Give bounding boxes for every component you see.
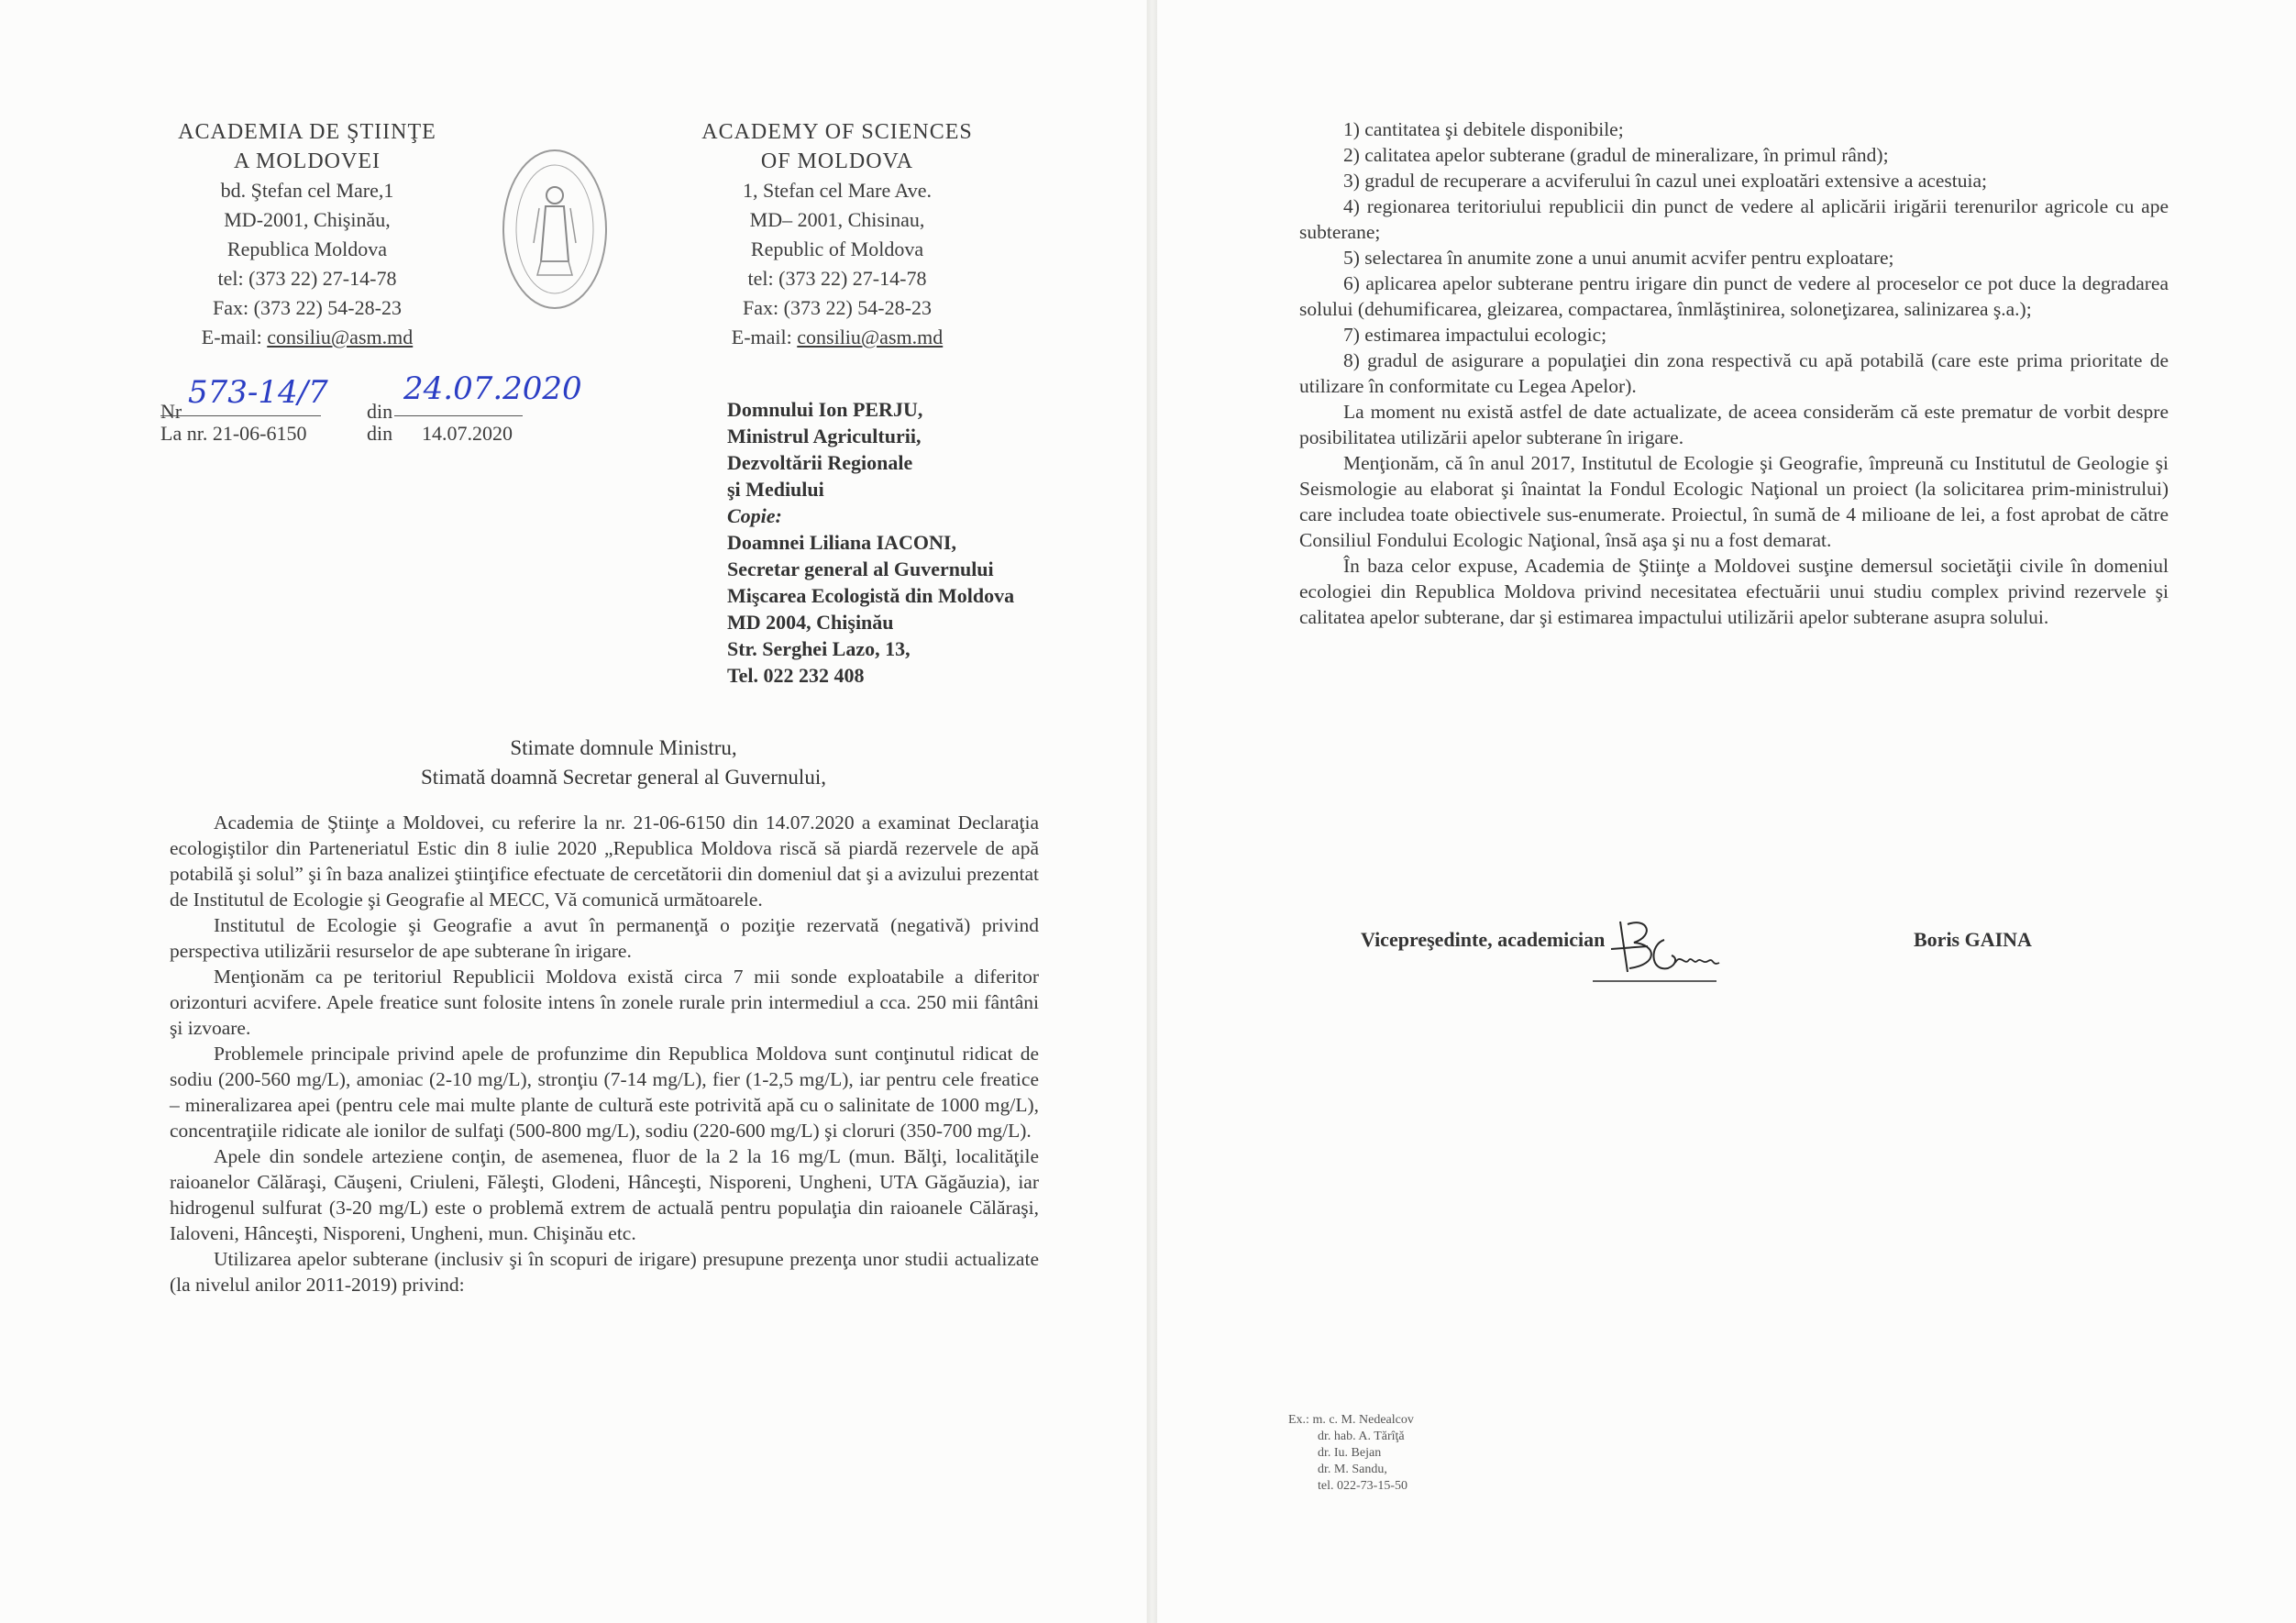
header-ro-line4: MD-2001, Chişinău, [224,208,391,231]
right-paragraph: La moment nu există astfel de date actualizate, de aceea considerăm că este prematur de vorbit despre posibilitatea utilizării apelor subterane în irigare. [1299,401,2169,448]
addressee-line3: Dezvoltării Regionale [727,451,913,474]
header-en-email-line [649,323,1025,352]
executor-line2: dr. hab. A. Tărîţă [1318,1430,1405,1443]
addressee-line7: Mişcarea Ecologistă din Moldova [727,584,1015,607]
signature-handwritten [1593,908,1739,990]
header-ro-line3: bd. Ştefan cel Mare,1 [220,179,394,202]
ref-date2: 14.07.2020 [422,422,513,445]
criteria-item: 4) regionarea teritoriului republicii din punct de vedere al aplicării irigării terenurilor agricole cu ape subterane; [1299,195,2169,243]
left-paragraph: Utilizarea apelor subterane (inclusiv şi în scopuri de irigare) presupune prezenţa unor studii actualizate (la nivelul anilor 2011-2019) privind: [170,1248,1039,1296]
header-en-email-link[interactable]: consiliu@asm.md [797,326,944,348]
addressee-line4: şi Mediului [727,478,824,501]
criteria-item: 8) gradul de asigurare a populaţiei din zona respectivă cu apă potabilă (care este prima prioritate de utilizare în conformitate cu Legea Apelor). [1299,349,2169,397]
left-paragraph: Institutul de Ecologie şi Geografie a avut în permanenţă o poziţie rezervată (negativă) privind perspectiva utilizării resurselor de ape subterane în irigare. [170,914,1039,962]
addressee-line9: Str. Serghei Lazo, 13, [727,637,911,660]
seal-emblem-icon [504,151,605,307]
executor-line1: Ex.: m. c. M. Nedealcov [1288,1413,1414,1427]
executor-line3: dr. Iu. Bejan [1318,1446,1382,1460]
addressee-line1: Domnului Ion PERJU, [727,398,923,421]
header-ro-email-label: E-mail: [201,326,268,348]
left-paragraph: Problemele principale privind apele de profunzime din Republica Moldova sunt conţinutul ridicat de sodiu (200-560 mg/L), amoniac (2-10 mg/L), stronţiu (7-14 mg/L), fier (1-2,5 mg/L), iar pentru cele freatice – mineralizarea apei (pentru cele mai multe plante de cultură este potrivită apă cu o salinitate de 1000 mg/L), concentraţiile ridicate ale ionilor de sulfaţi (500-800 mg/L), sodiu (220-600 mg/L) şi cloruri (350-700 mg/L). [170,1043,1039,1142]
left-page [0,0,1146,1623]
right-body [1299,116,2169,630]
ref-date-underline [394,415,523,416]
salutation [229,734,1018,792]
right-paragraph: În baza celor expuse, Academia de Ştiinţe a Moldovei susţine demersul societăţii civile în domeniul ecologiei din Republica Moldova privind necesitatea efectuării unui studiu complex privind rezervele şi calitatea apelor subterane, dar şi estimarea impactului utilizării apelor subterane asupra solului. [1299,555,2169,628]
ref-din2-label: din [367,422,393,445]
header-en-line2: OF MOLDOVA [760,149,914,173]
addressee-copie: Copie: [727,504,782,527]
header-ro-line6: tel: (373 22) 27-14-78 [217,267,397,290]
executor-line5: tel. 022-73-15-50 [1318,1479,1407,1493]
signatory-name: Boris GAINA [1914,928,2032,951]
salutation-line2: Stimată doamnă Secretar general al Guvernului, [421,766,826,789]
criteria-item: 2) calitatea apelor subterane (gradul de mineralizare, în primul rând); [1343,144,1889,166]
ref-nr-handwritten: 573-14/7 [188,374,328,411]
ref-la-nr: La nr. 21-06-6150 [160,422,307,445]
criteria-item: 1) cantitatea şi debitele disponibile; [1343,118,1624,140]
header-en-line1: ACADEMY OF SCIENCES [701,120,973,144]
header-ro-line7: Fax: (373 22) 54-28-23 [213,296,402,319]
criteria-item: 6) aplicarea apelor subterane pentru irigare din punct de vedere al proceselor ce pot duce la degradarea solului (dehumificarea, gleizarea, compactarea, înmlăştinirea, soloneţizarea, salinizarea ş.a.); [1299,272,2169,320]
criteria-item: 5) selectarea în anumite zone a unui anumit acvifer pentru exploatare; [1343,247,1894,269]
academy-seal [502,149,607,309]
ref-nr-underline [160,415,321,416]
header-ro-email-line [119,323,495,352]
addressee-line8: MD 2004, Chişinău [727,611,894,634]
header-en [649,117,1025,352]
header-en-line3: 1, Stefan cel Mare Ave. [742,179,933,202]
header-en-email-label: E-mail: [731,326,798,348]
left-paragraph: Apele din sondele arteziene conţin, de asemenea, fluor de la 2 la 16 mg/L (mun. Bălţi, localităţile raioanelor Călăraşi, Căuşeni, Criuleni, Făleşti, Glodeni, Hânceşti, Nisporeni, Ungheni, UTA Găgăuzia), iar hidrogenul sulfurat (3-20 mg/L) este o problemă extrem de actuală pentru populaţia din raioanele Călăraşi, Ialoveni, Hânceşti, Nisporeni, Ungheni, mun. Chişinău etc. [170,1145,1039,1244]
ref-date-handwritten: 24.07.2020 [403,370,582,407]
executors-block [1288,1412,1414,1495]
header-en-line7: Fax: (373 22) 54-28-23 [743,296,932,319]
header-ro-line1: ACADEMIA DE ŞTIINŢE [178,120,436,144]
right-page [1157,0,2296,1623]
addressee-line5: Doamnei Liliana IACONI, [727,531,956,554]
addressee-line2: Ministrul Agriculturii, [727,425,922,447]
header-en-line4: MD– 2001, Chisinau, [749,208,925,231]
executor-line4: dr. M. Sandu, [1318,1463,1387,1476]
signature-handwritten-text [1565,946,1568,947]
header-en-line5: Republic of Moldova [750,237,924,260]
header-en-line6: tel: (373 22) 27-14-78 [747,267,927,290]
header-ro-line5: Republica Moldova [226,237,388,260]
ref-nr-label: Nr [160,400,182,423]
header-ro-line2: A MOLDOVEI [234,149,381,173]
addressee-line10: Tel. 022 232 408 [727,664,865,687]
signature-scribble-icon [1593,908,1739,990]
page-fold-divider [1147,0,1157,1623]
criteria-item: 3) gradul de recuperare a acviferului în cazul unei exploatări extensive a acestuia; [1343,170,1987,192]
header-ro [119,117,495,352]
salutation-line1: Stimate domnule Ministru, [510,736,737,759]
left-body [170,810,1039,1297]
right-paragraph: Menţionăm, că în anul 2017, Institutul de Ecologie şi Geografie, împreună cu Institutul de Geologie şi Seismologie au elaborat şi înaintat la Fondul Ecologic Naţional un proiect (la solicitarea prim-ministrului) care includea toate obiectivele sus-enumerate. Proiectul, în sumă de 4 milioane de lei, a fost aprobat de către Consiliul Fondului Ecologic Naţional, însă aşa şi nu a fost demarat. [1299,452,2169,551]
addressee-line6: Secretar general al Guvernului [727,558,994,580]
left-paragraph: Menţionăm ca pe teritoriul Republicii Moldova există circa 7 mii sonde exploatabile a diferitor orizonturi acvifere. Apele freatice sunt folosite intens în zonele rurale prin intermediul a cca. 250 mii fântâni şi izvoare. [170,966,1039,1039]
criteria-item: 7) estimarea impactului ecologic; [1343,324,1607,346]
header-ro-email-link[interactable]: consiliu@asm.md [267,326,414,348]
signature-title: Vicepreşedinte, academician [1361,928,1606,951]
addressee-block [727,396,1131,689]
ref-din-label: din [367,400,393,423]
left-paragraph: Academia de Ştiinţe a Moldovei, cu referire la nr. 21-06-6150 din 14.07.2020 a examinat Declaraţia ecologiştilor din Parteneriatul Estic din 8 iulie 2020 „Republica Moldova riscă să piardă rezervele de apă potabilă şi solul” şi în baza analizei ştiinţifice efectuate de cercetătorii din domeniul dat şi a avizului prezentat de Institutul de Ecologie şi Geografie al MECC, Vă comunică următoarele. [170,812,1039,911]
